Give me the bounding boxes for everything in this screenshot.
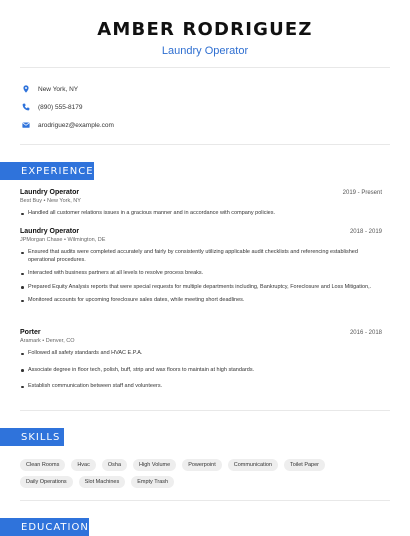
map-pin-icon <box>22 85 30 93</box>
contact-list <box>22 80 114 134</box>
job-role: Porter <box>20 329 41 336</box>
divider <box>20 144 390 145</box>
skills-list <box>20 459 380 488</box>
location-text: New York, NY <box>38 85 79 93</box>
experience-heading: EXPERIENCE <box>0 162 94 180</box>
contact-phone <box>22 98 114 116</box>
candidate-name: AMBER RODRIGUEZ <box>97 19 313 40</box>
job-bullet: Prepared Equity Analysis reports that were special requests for multiple departments including, Bankruptcy, Foreclosure and Loss Mitigation,. <box>20 284 382 292</box>
skill-tag: Osha <box>102 459 127 471</box>
job-role: Laundry Operator <box>20 189 80 196</box>
job-company: JPMorgan Chase <box>20 237 63 243</box>
skill-tag: Slot Machines <box>79 476 126 488</box>
resume-header <box>0 0 410 57</box>
job-bullet: Associate degree in floor tech, polish, buff, strip and wax floors to maintain at high standards. <box>20 367 382 375</box>
skill-tag: Hvac <box>71 459 96 471</box>
skill-tag: Clean Rooms <box>20 459 65 471</box>
job-location: Wilmington, DE <box>67 237 106 243</box>
skill-tag: Communication <box>228 459 278 471</box>
skill-tag: High Volume <box>133 459 176 471</box>
contact-email <box>22 116 114 134</box>
skill-tag: Toilet Paper <box>284 459 325 471</box>
job-meta: Best Buy • New York, NY <box>20 198 81 204</box>
job-company: Best Buy <box>20 198 43 204</box>
skill-tag: Powerpoint <box>182 459 222 471</box>
phone-text: (890) 555-8179 <box>38 103 83 111</box>
experience-item <box>20 189 382 218</box>
envelope-icon <box>22 121 30 129</box>
job-dates: 2018 - 2019 <box>349 229 382 235</box>
job-dates: 2019 - Present <box>342 190 382 196</box>
job-bullet: Establish communication between staff and volunteers. <box>20 383 382 391</box>
divider <box>20 410 390 411</box>
divider <box>20 67 390 68</box>
phone-icon <box>22 103 30 111</box>
skill-tag: Daily Operations <box>20 476 73 488</box>
education-heading: EDUCATION <box>0 518 89 536</box>
skill-tag: Empty Trash <box>131 476 174 488</box>
job-bullet: Ensured that audits were completed accurately and fairly by consistently utilizing applicable audit checklists and referencing established operational procedures. <box>20 249 382 264</box>
email-text: arodriguez@example.com <box>38 121 114 129</box>
candidate-title: Laundry Operator <box>161 45 249 57</box>
job-role: Laundry Operator <box>20 228 80 235</box>
job-location: New York, NY <box>47 198 81 204</box>
job-bullet: Handled all customer relations issues in a gracious manner and in accordance with company policies. <box>20 210 382 218</box>
contact-location <box>22 80 114 98</box>
job-dates: 2016 - 2018 <box>349 330 382 336</box>
job-meta: Aramark • Denver, CO <box>20 338 75 344</box>
experience-item <box>20 329 382 391</box>
divider <box>20 500 390 501</box>
job-company: Aramark <box>20 338 41 344</box>
experience-item <box>20 228 382 305</box>
job-location: Denver, CO <box>45 338 75 344</box>
skills-heading: SKILLS <box>0 428 64 446</box>
job-bullet: Followed all safety standards and HVAC E.P.A. <box>20 350 382 358</box>
job-meta: JPMorgan Chase • Wilmington, DE <box>20 237 106 243</box>
job-bullet: Monitored accounts for upcoming foreclosure sales dates, while meeting short deadlines. <box>20 297 382 305</box>
job-bullet: Interacted with business partners at all levels to resolve process breaks. <box>20 270 382 278</box>
